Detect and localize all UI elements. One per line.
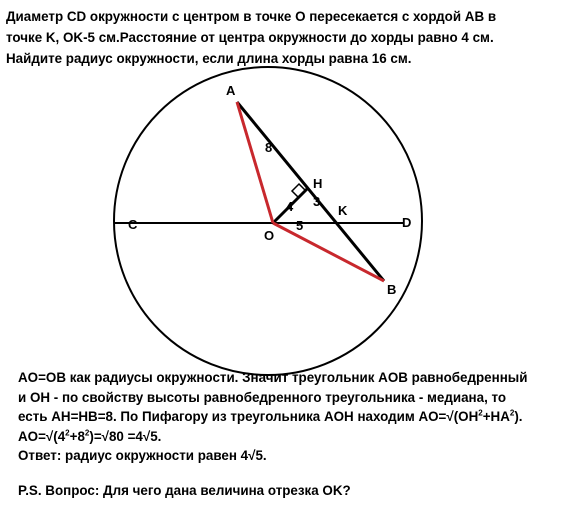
solution-line-4-post: )=√80 =4√5. xyxy=(89,428,162,444)
solution-line-4-sup2: 2 xyxy=(84,428,90,438)
length-oh-label: 4 xyxy=(286,199,294,214)
solution-line-3 xyxy=(18,407,574,427)
point-h-label: H xyxy=(313,176,323,191)
solution-line-3-sup2: 2 xyxy=(509,408,515,418)
length-ah-label: 8 xyxy=(265,140,273,155)
point-k-label: K xyxy=(338,203,348,218)
chord-ab xyxy=(237,102,384,281)
circle xyxy=(114,67,422,375)
solution-line-2: и OH - по свойству высоты равнобедренного треугольника - медиана, то xyxy=(18,389,507,405)
solution-line-4-pre: AO=√(4 xyxy=(18,428,66,444)
point-o-label: O xyxy=(264,228,275,243)
point-a-label: A xyxy=(226,83,236,98)
point-c-label: C xyxy=(128,217,138,232)
length-ok-label: 5 xyxy=(296,218,304,233)
solution-line-1: AO=OB как радиусы окружности. Значит треугольник AOB равнобедренный xyxy=(18,370,528,385)
point-d-label: D xyxy=(402,215,412,230)
solution-line-4 xyxy=(18,427,574,447)
solution-line-4-mid: +8 xyxy=(69,428,85,444)
solution-text xyxy=(18,368,574,466)
problem-line-2: точке K, OK-5 см.Расстояние от центра окружности до хорды равно 4 см. xyxy=(6,30,494,45)
solution-line-4-sup1: 2 xyxy=(65,428,70,438)
solution-line-3-mid: +HA xyxy=(482,409,510,424)
solution-line-3-sup1: 2 xyxy=(478,408,483,418)
point-b-label: B xyxy=(387,282,397,297)
problem-line-3: Найдите радиус окружности, если длина хорды равна 16 см. xyxy=(6,51,412,66)
solution-answer: Ответ: радиус окружности равен 4√5. xyxy=(18,448,267,463)
solution-line-3-pre: есть AH=HB=8. По Пифагору из треугольника AOH находим AO=√(OH xyxy=(18,409,479,424)
problem-line-1: Диаметр CD окружности с центром в точке О пересекается с хордой AB в xyxy=(6,9,497,24)
solution-line-3-post: ). xyxy=(514,409,523,424)
ps-question: P.S. Вопрос: Для чего дана величина отрезка OK? xyxy=(18,483,351,498)
radius-oa xyxy=(237,102,273,223)
length-hk-label: 3 xyxy=(313,194,321,209)
radius-ob xyxy=(273,223,384,281)
